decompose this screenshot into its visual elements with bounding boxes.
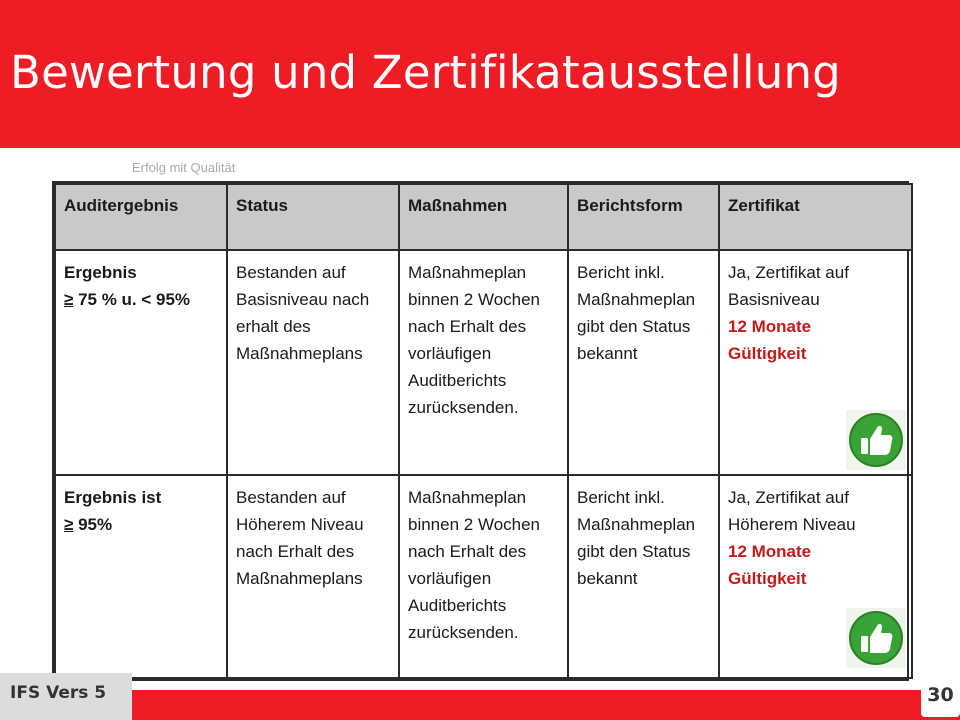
validity-highlight: 12 Monate bbox=[728, 542, 812, 561]
audit-result-cell bbox=[55, 475, 227, 678]
bericht-line: gibt den Status bbox=[577, 542, 691, 561]
slide-title: Bewertung und Zertifikatausstellung bbox=[10, 46, 841, 99]
zertifikat-line: Ja, Zertifikat auf bbox=[728, 488, 849, 507]
header-status: Status bbox=[227, 184, 399, 250]
massnahmen-line: Auditberichts bbox=[408, 596, 507, 615]
bericht-line: Bericht inkl. bbox=[577, 488, 665, 507]
massnahmen-line: vorläufigen bbox=[408, 344, 492, 363]
audit-result-condition bbox=[64, 511, 218, 538]
massnahmen-line: Maßnahmeplan bbox=[408, 263, 527, 282]
status-line: Maßnahmeplans bbox=[236, 569, 363, 588]
condition-text: 75 % u. < 95% bbox=[73, 290, 191, 309]
bericht-line: Bericht inkl. bbox=[577, 263, 665, 282]
ge-symbol: ≥ bbox=[64, 515, 74, 534]
massnahmen-line: zurücksenden. bbox=[408, 623, 519, 642]
condition-text: 95% bbox=[73, 515, 113, 534]
massnahmen-line: nach Erhalt des bbox=[408, 317, 527, 336]
bericht-line: gibt den Status bbox=[577, 317, 691, 336]
bericht-line: bekannt bbox=[577, 569, 638, 588]
status-line: nach Erhalt des bbox=[236, 542, 355, 561]
header-berichtsform: Berichtsform bbox=[568, 184, 719, 250]
faded-caption: Erfolg mit Qualität bbox=[132, 160, 236, 175]
status-cell bbox=[227, 250, 399, 475]
audit-result-condition bbox=[64, 286, 218, 313]
zertifikat-line: Ja, Zertifikat auf bbox=[728, 263, 849, 282]
validity-highlight: Gültigkeit bbox=[728, 569, 807, 588]
massnahmen-line: Auditberichts bbox=[408, 371, 507, 390]
ge-symbol: ≥ bbox=[64, 290, 74, 309]
bericht-cell bbox=[568, 250, 719, 475]
footer-label: IFS Vers 5 bbox=[10, 683, 107, 703]
status-line: Bestanden auf bbox=[236, 263, 346, 282]
status-line: Höherem Niveau bbox=[236, 515, 364, 534]
audit-result-table bbox=[52, 181, 909, 681]
audit-result-cell bbox=[55, 250, 227, 475]
page-number: 30 bbox=[921, 673, 960, 717]
validity-highlight: Gültigkeit bbox=[728, 344, 807, 363]
status-cell bbox=[227, 475, 399, 678]
table-header-row bbox=[55, 184, 912, 250]
massnahmen-line: binnen 2 Wochen bbox=[408, 290, 541, 309]
audit-result-title: Ergebnis bbox=[64, 263, 137, 282]
massnahmen-line: binnen 2 Wochen bbox=[408, 515, 541, 534]
table-row bbox=[55, 250, 912, 475]
bericht-line: bekannt bbox=[577, 344, 638, 363]
zertifikat-line: Höherem Niveau bbox=[728, 515, 856, 534]
thumbs-up-icon bbox=[846, 410, 906, 470]
header-zertifikat: Zertifikat bbox=[719, 184, 912, 250]
bericht-line: Maßnahmeplan bbox=[577, 290, 696, 309]
status-line: Bestanden auf bbox=[236, 488, 346, 507]
massnahmen-line: zurücksenden. bbox=[408, 398, 519, 417]
bericht-line: Maßnahmeplan bbox=[577, 515, 696, 534]
audit-result-title: Ergebnis ist bbox=[64, 488, 162, 507]
massnahmen-line: vorläufigen bbox=[408, 569, 492, 588]
zertifikat-line: Basisniveau bbox=[728, 290, 820, 309]
bericht-cell bbox=[568, 475, 719, 678]
status-line: Basisniveau nach bbox=[236, 290, 370, 309]
status-line: erhalt des bbox=[236, 317, 311, 336]
thumbs-up-icon bbox=[846, 608, 906, 668]
table-row bbox=[55, 475, 912, 678]
status-line: Maßnahmeplans bbox=[236, 344, 363, 363]
massnahmen-cell bbox=[399, 475, 568, 678]
massnahmen-line: nach Erhalt des bbox=[408, 542, 527, 561]
header-massnahmen: Maßnahmen bbox=[399, 184, 568, 250]
massnahmen-line: Maßnahmeplan bbox=[408, 488, 527, 507]
header-auditergebnis: Auditergebnis bbox=[55, 184, 227, 250]
validity-highlight: 12 Monate bbox=[728, 317, 812, 336]
massnahmen-cell bbox=[399, 250, 568, 475]
footer-bar bbox=[132, 690, 960, 720]
title-bar bbox=[0, 0, 960, 148]
certification-table bbox=[54, 183, 913, 679]
